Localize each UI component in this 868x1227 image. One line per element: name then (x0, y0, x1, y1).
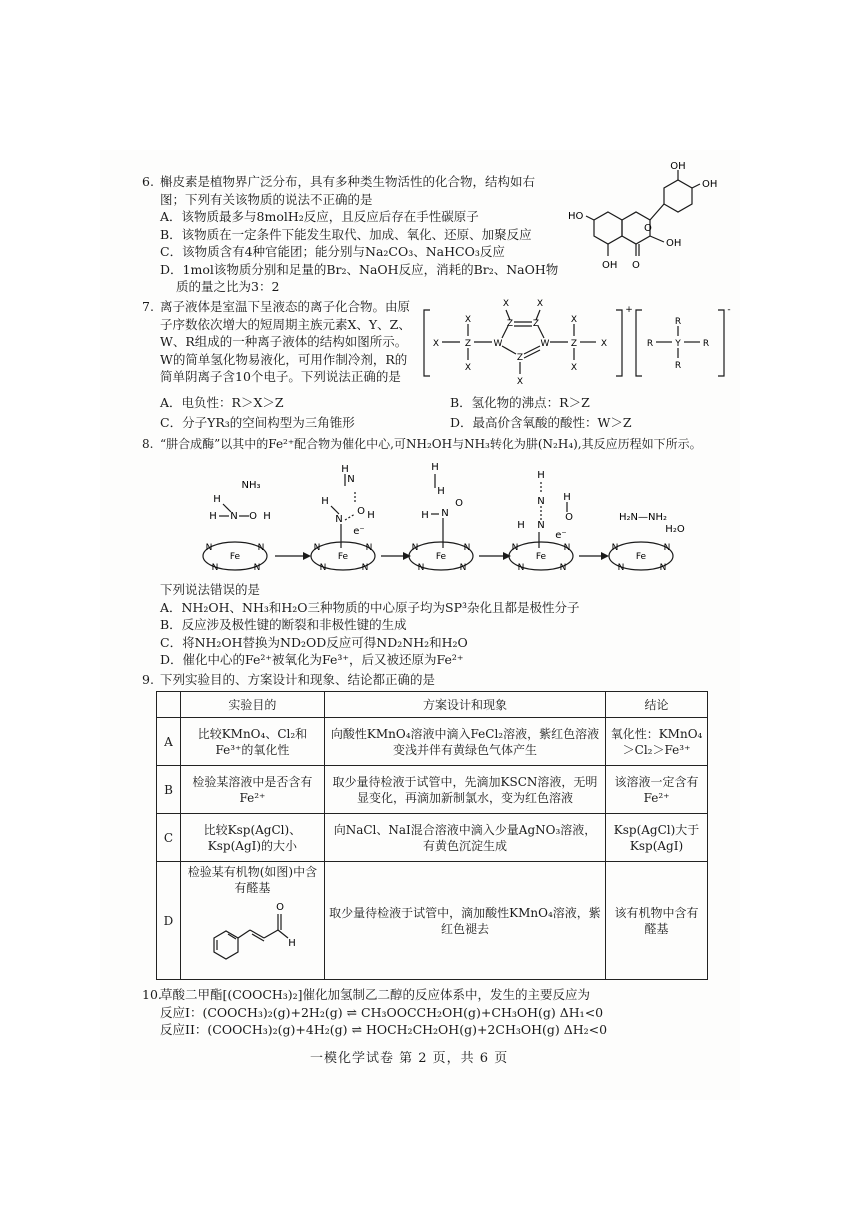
atom-h: H (437, 486, 445, 497)
atom-r: R (646, 339, 654, 349)
nh3-label: NH₃ (241, 480, 261, 491)
purpose-cell (180, 862, 324, 980)
atom-h: H (421, 510, 429, 521)
option-b: B．该物质在一定条件下能发生取代、加成、氧化、还原、加聚反应 (160, 226, 532, 242)
question-number: 10. (142, 987, 162, 1002)
oh-label: OH (670, 162, 686, 172)
design-cell: 向NaCl、NaI混合溶液中滴入少量AgNO₃溶液，有黄色沉淀生成 (324, 814, 605, 862)
atom-h: H (367, 510, 375, 521)
fe-center: Fe (229, 552, 241, 562)
purpose-text: 检验某有机物(如图)中含有醛基 (187, 865, 318, 895)
atom-o: O (249, 511, 257, 522)
table-row (157, 814, 708, 862)
atom-o: O (357, 506, 365, 517)
question-number: 8. (142, 437, 154, 451)
mechanism-diagram (195, 452, 685, 584)
header-cell: 方案设计和现象 (324, 692, 605, 718)
table-row (157, 766, 708, 814)
atom-h: H (517, 520, 525, 531)
atom-r: R (674, 317, 682, 327)
atom-n: N (559, 563, 567, 573)
quercetin-structure (566, 162, 726, 280)
design-cell: 取少量待检液于试管中，先滴加KSCN溶液，无明显变化，再滴加新制氯水，变为红色溶液 (324, 766, 605, 814)
atom-w: W (493, 339, 503, 349)
atom-x: X (516, 377, 524, 387)
atom-n: N (611, 543, 619, 553)
atom-z: Z (506, 319, 514, 329)
option-d: D．1mol该物质分别和足量的Br₂、NaOH反应，消耗的Br₂、NaOH物 (160, 261, 559, 277)
option-b: B．反应涉及极性键的断裂和非极性键的生成 (160, 617, 407, 632)
option-a: A．电负性：R＞X＞Z (160, 395, 284, 410)
atom-n: N (347, 474, 355, 485)
option-c: C．将NH₂OH替换为ND₂OD反应可得ND₂NH₂和H₂O (160, 634, 468, 650)
atom-n: N (417, 563, 425, 573)
question-prompt: 下列说法错误的是 (160, 582, 261, 597)
option-c: C．该物质含有4种官能团；能分别与Na₂CO₃、NaHCO₃反应 (160, 244, 505, 259)
question-10 (142, 986, 607, 1039)
question-stem: 离子液体是室温下呈液态的离子化合物。由原 (160, 299, 411, 314)
question-7 (142, 298, 411, 386)
atom-x: X (536, 299, 544, 309)
row-id: A (157, 718, 181, 766)
fe-center: Fe (535, 552, 547, 562)
atom-n: N (205, 543, 213, 553)
atom-h: H (213, 494, 221, 505)
header-cell (157, 692, 181, 718)
atom-h: H (209, 511, 217, 522)
atom-h: H (563, 492, 571, 503)
atom-h: H (431, 462, 439, 473)
atom-n: N (659, 563, 667, 573)
question-stem-cont: W的简单氢化物易液化，可用作制冷剂，R的 (160, 351, 408, 367)
question-number: 7. (142, 299, 154, 314)
atom-n: N (617, 563, 625, 573)
question-stem: 下列实验目的、方案设计和现象、结论都正确的是 (160, 672, 436, 687)
atom-n: N (257, 543, 265, 553)
conclusion-cell: 该有机物中含有醛基 (606, 862, 708, 980)
question-stem-cont: 子序数依次增大的短周期主族元素X、Y、Z、 (160, 316, 411, 332)
charge-plus: + (625, 305, 633, 315)
cinnamaldehyde-structure (192, 896, 312, 968)
atom-n: N (335, 514, 343, 525)
charge-minus: - (727, 305, 731, 315)
question-stem-cont: 图；下列有关该物质的说法不正确的是 (160, 191, 373, 207)
atom-n: N (211, 563, 219, 573)
option-d: D．最高价含氧酸的酸性：W＞Z (450, 415, 632, 430)
page-footer: 一模化学试卷 第 2 页，共 6 页 (310, 1051, 509, 1066)
question-stem-cont: W、R组成的一种离子液体的结构如图所示。 (160, 334, 408, 349)
atom-n: N (563, 543, 571, 553)
atom-n: N (511, 543, 519, 553)
table-header-row (157, 692, 708, 718)
conclusion-cell: 该溶液一定含有Fe²⁺ (606, 766, 708, 814)
atom-n: N (537, 496, 545, 507)
table-row (157, 718, 708, 766)
option-d-cont: 质的量之比为3：2 (176, 279, 280, 294)
hydrazine-label: H₂N—NH₂ (618, 512, 668, 523)
atom-n: N (253, 563, 261, 573)
ho-label: HO (568, 211, 584, 222)
atom-h: H (537, 470, 545, 481)
option-a: A．NH₂OH、NH₃和H₂O三种物质的中心原子均为SP³杂化且都是极性分子 (160, 599, 580, 615)
atom-z: Z (570, 339, 578, 349)
question-stem: 槲皮素是植物界广泛分布，具有多种类生物活性的化合物，结构如右 (160, 174, 536, 189)
q7-options-row1 (142, 394, 590, 412)
o-label: O (632, 260, 640, 271)
design-cell: 取少量待检液于试管中，滴加酸性KMnO₄溶液，紫红色褪去 (324, 862, 605, 980)
question-number: 9. (142, 672, 154, 687)
question-stem-cont: 简单阴离子含10个电子。下列说法正确的是 (160, 369, 401, 384)
atom-x: X (570, 315, 578, 325)
atom-n: N (459, 563, 467, 573)
atom-z: Z (464, 339, 472, 349)
oh-label: OH (666, 238, 682, 249)
atom-x: X (502, 299, 510, 309)
row-id: C (157, 814, 181, 862)
question-stem: “肼合成酶”以其中的Fe²⁺配合物为催化中心,可NH₂OH与NH₃转化为肼(N₂H₄),其反应历程如下所示。 (160, 437, 702, 451)
atom-n: N (411, 543, 419, 553)
atom-n: N (441, 508, 449, 519)
atom-n: N (319, 563, 327, 573)
reaction-2: 反应II：(COOCH₃)₂(g)+4H₂(g) ⇌ HOCH₂CH₂OH(g)+2CH₃OH(g) ΔH₂<0 (160, 1022, 608, 1037)
reaction-1: 反应I：(COOCH₃)₂(g)+2H₂(g) ⇌ CH₃OOCCH₂OH(g)+CH₃OH(g) ΔH₁<0 (160, 1004, 604, 1020)
atom-r: R (702, 339, 710, 349)
atom-x: X (432, 339, 440, 349)
conclusion-cell: Ksp(AgCl)大于Ksp(AgI) (606, 814, 708, 862)
header-cell: 结论 (606, 692, 708, 718)
atom-h: H (263, 511, 271, 522)
atom-z: Z (532, 319, 540, 329)
electron-label: e⁻ (555, 530, 567, 541)
atom-x: X (464, 363, 472, 373)
atom-r: R (674, 361, 682, 371)
fe-center: Fe (635, 552, 647, 562)
ionic-liquid-structure (420, 292, 732, 392)
experiment-table (156, 691, 708, 980)
atom-n: N (230, 511, 238, 522)
purpose-cell: 比较Ksp(AgCl)、Ksp(AgI)的大小 (180, 814, 324, 862)
water-label: H₂O (665, 524, 685, 535)
atom-n: N (361, 563, 369, 573)
oh-label: OH (602, 260, 618, 271)
question-number: 6. (142, 174, 154, 189)
atom-w: W (540, 339, 550, 349)
header-cell: 实验目的 (180, 692, 324, 718)
conclusion-cell: 氧化性：KMnO₄＞Cl₂＞Fe³⁺ (606, 718, 708, 766)
table-row (157, 862, 708, 980)
electron-label: e⁻ (353, 526, 365, 537)
option-b: B．氢化物的沸点：R＞Z (450, 395, 590, 410)
atom-h: H (288, 938, 297, 949)
fe-center: Fe (435, 552, 447, 562)
atom-n: N (517, 563, 525, 573)
atom-o: O (455, 498, 463, 509)
atom-h: H (321, 496, 329, 507)
fe-center: Fe (337, 552, 349, 562)
atom-n: N (663, 543, 671, 553)
atom-n: N (365, 543, 373, 553)
atom-z: Z (516, 353, 524, 363)
q7-options-row2 (142, 414, 632, 432)
question-8 (142, 436, 702, 454)
atom-o: O (276, 902, 285, 913)
atom-x: X (570, 363, 578, 373)
atom-n: N (313, 543, 321, 553)
atom-y: Y (675, 339, 681, 349)
o-label: O (644, 223, 652, 234)
row-id: D (157, 862, 181, 980)
option-a: A．该物质最多与8molH₂反应，且反应后存在手性碳原子 (160, 209, 479, 224)
atom-h: H (341, 464, 349, 475)
atom-x: X (600, 339, 608, 349)
purpose-cell: 比较KMnO₄、Cl₂和Fe³⁺的氧化性 (180, 718, 324, 766)
atom-n: N (537, 520, 545, 531)
question-stem: 草酸二甲酯[(COOCH₃)₂]催化加氢制乙二醇的反应体系中，发生的主要反应为 (160, 987, 591, 1002)
purpose-cell: 检验某溶液中是否含有Fe²⁺ (180, 766, 324, 814)
question-6 (142, 173, 558, 296)
row-id: B (157, 766, 181, 814)
option-d: D．催化中心的Fe²⁺被氧化为Fe³⁺，后又被还原为Fe²⁺ (160, 652, 464, 667)
atom-o: O (565, 512, 573, 523)
oh-label: OH (702, 179, 718, 190)
atom-n: N (463, 543, 471, 553)
design-cell: 向酸性KMnO₄溶液中滴入FeCl₂溶液，紫红色溶液变浅并伴有黄绿色气体产生 (324, 718, 605, 766)
question-9 (142, 671, 435, 689)
option-c: C．分子YR₃的空间构型为三角锥形 (160, 415, 355, 430)
atom-x: X (464, 315, 472, 325)
question-8-options (160, 581, 580, 669)
